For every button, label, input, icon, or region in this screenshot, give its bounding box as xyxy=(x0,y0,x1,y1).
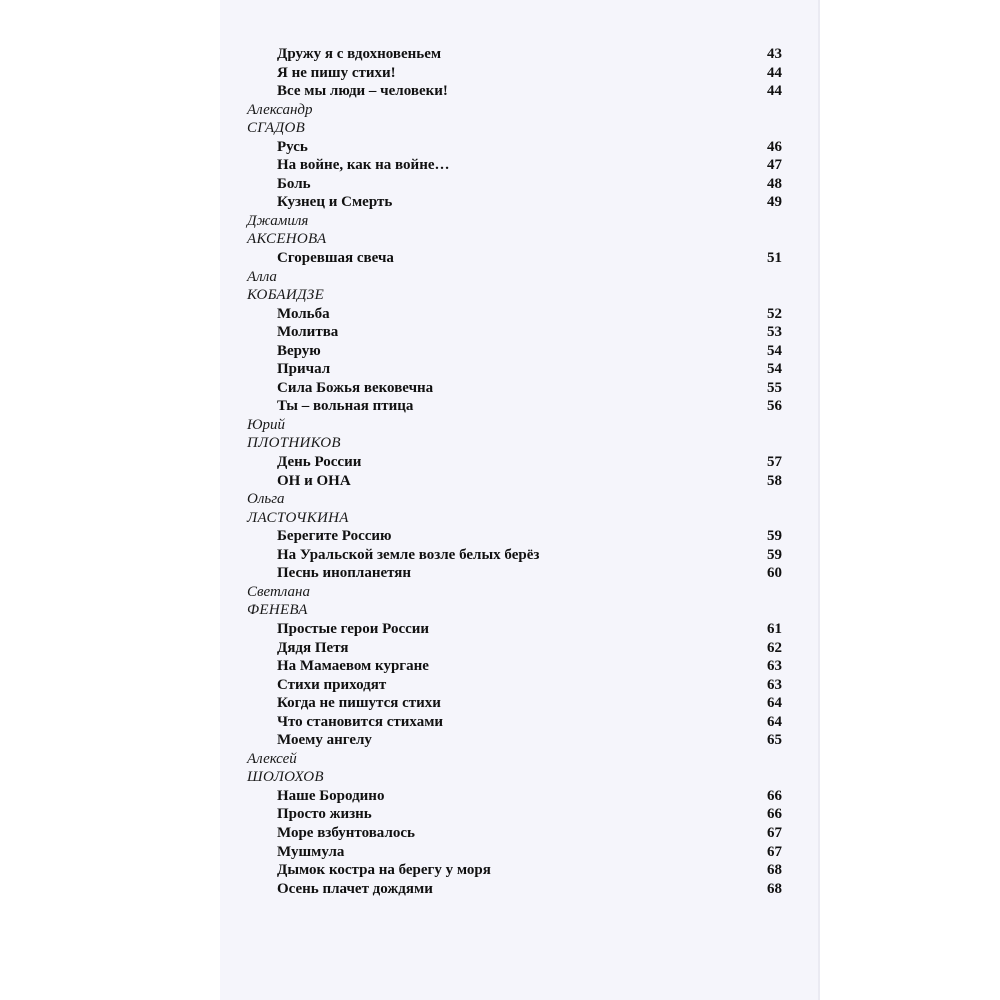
poem-title: Моему ангелу xyxy=(277,732,372,749)
poem-title: Кузнец и Смерть xyxy=(277,194,393,211)
page-number: 64 xyxy=(767,713,782,730)
toc-author-section xyxy=(247,490,782,583)
author-given-name: Ольга xyxy=(247,491,285,508)
page-number: 68 xyxy=(767,880,782,897)
toc-author-section xyxy=(247,268,782,416)
toc-entry xyxy=(247,657,782,676)
poem-title: Ты – вольная птица xyxy=(277,398,414,415)
table-of-contents xyxy=(247,45,782,898)
poem-title: Песнь инопланетян xyxy=(277,565,412,582)
toc-author-section xyxy=(247,750,782,898)
poem-title: Причал xyxy=(277,361,331,378)
toc-entry xyxy=(247,731,782,750)
toc-entry xyxy=(247,342,782,361)
page-number: 64 xyxy=(767,695,782,712)
page-number: 44 xyxy=(767,64,782,81)
page-number: 68 xyxy=(767,862,782,879)
poem-title: Сила Божья вековечна xyxy=(277,379,434,396)
poem-title: Что становится стихами xyxy=(277,713,444,730)
author-given-name: Юрий xyxy=(247,416,285,433)
toc-entry xyxy=(247,843,782,862)
poem-title: Боль xyxy=(277,175,311,192)
toc-entry xyxy=(247,713,782,732)
page-number: 48 xyxy=(767,175,782,192)
toc-entry xyxy=(247,82,782,101)
page-number: 57 xyxy=(767,454,782,471)
author-surname: ЛАСТОЧКИНА xyxy=(247,509,349,526)
toc-author-section xyxy=(247,583,782,750)
page-number: 55 xyxy=(767,379,782,396)
author-given-name: Алексей xyxy=(247,750,297,767)
poem-title: Дружу я с вдохновеньем xyxy=(277,46,442,62)
toc-entry xyxy=(247,379,782,398)
toc-entry xyxy=(247,639,782,658)
toc-entry xyxy=(247,620,782,639)
page-number: 44 xyxy=(767,83,782,100)
page-number: 66 xyxy=(767,787,782,804)
toc-author-section xyxy=(247,45,782,101)
toc-entry xyxy=(247,787,782,806)
author-surname: ШОЛОХОВ xyxy=(247,769,324,786)
page-number: 47 xyxy=(767,157,782,174)
toc-entry xyxy=(247,249,782,268)
author-surname: ПЛОТНИКОВ xyxy=(247,435,341,452)
page-number: 67 xyxy=(767,843,782,860)
toc-entry xyxy=(247,45,782,64)
toc-entry xyxy=(247,453,782,472)
page-number: 51 xyxy=(767,250,782,267)
poem-title: Мольба xyxy=(277,305,330,322)
page-number: 49 xyxy=(767,194,782,211)
toc-entry xyxy=(247,805,782,824)
page-number: 61 xyxy=(767,620,782,637)
poem-title: ОН и ОНА xyxy=(277,472,351,489)
poem-title: На войне, как на войне… xyxy=(277,157,450,174)
toc-entry xyxy=(247,861,782,880)
page-number: 65 xyxy=(767,732,782,749)
poem-title: Молитва xyxy=(277,324,339,341)
toc-author-section xyxy=(247,101,782,212)
toc-entry xyxy=(247,156,782,175)
poem-title: Дымок костра на берегу у моря xyxy=(277,862,491,879)
toc-entry xyxy=(247,305,782,324)
toc-entry xyxy=(247,472,782,491)
toc-entry xyxy=(247,676,782,695)
poem-title: Когда не пишутся стихи xyxy=(277,695,441,712)
poem-title: На Уральской земле возле белых берёз xyxy=(277,546,540,563)
page-number: 54 xyxy=(767,342,782,359)
poem-title: Русь xyxy=(277,138,308,155)
toc-entry xyxy=(247,64,782,83)
toc-entry xyxy=(247,360,782,379)
page-number: 58 xyxy=(767,472,782,489)
page-number: 60 xyxy=(767,565,782,582)
toc-entry xyxy=(247,138,782,157)
toc-entry xyxy=(247,175,782,194)
author-given-name: Алла xyxy=(247,268,277,285)
author-given-name: Александр xyxy=(247,101,313,118)
page-number: 63 xyxy=(767,658,782,675)
page-number: 52 xyxy=(767,305,782,322)
poem-title: Просто жизнь xyxy=(277,806,372,823)
poem-title: Стихи приходят xyxy=(277,676,387,693)
toc-entry xyxy=(247,193,782,212)
page-number: 59 xyxy=(767,528,782,545)
poem-title: Сгоревшая свеча xyxy=(277,250,394,267)
author-surname: АКСЕНОВА xyxy=(247,231,327,248)
page-number: 54 xyxy=(767,361,782,378)
poem-title: День России xyxy=(277,454,362,471)
page-number: 59 xyxy=(767,546,782,563)
poem-title: Верую xyxy=(277,342,321,359)
author-given-name: Джамиля xyxy=(247,212,309,229)
author-surname: КОБАИДЗЕ xyxy=(247,287,325,304)
poem-title: Берегите Россию xyxy=(277,528,392,545)
page-number: 67 xyxy=(767,824,782,841)
toc-author-section xyxy=(247,416,782,490)
poem-title: Простые герои России xyxy=(277,620,430,637)
page-number: 53 xyxy=(767,324,782,341)
author-surname: ФЕНЕВА xyxy=(247,602,308,619)
toc-entry xyxy=(247,397,782,416)
page-number: 43 xyxy=(767,46,782,62)
page-number: 56 xyxy=(767,398,782,415)
toc-entry xyxy=(247,323,782,342)
toc-entry xyxy=(247,564,782,583)
page-number: 63 xyxy=(767,676,782,693)
poem-title: Все мы люди – человеки! xyxy=(277,83,448,100)
toc-author-section xyxy=(247,212,782,268)
poem-title: Осень плачет дождями xyxy=(277,880,433,897)
toc-entry xyxy=(247,824,782,843)
author-given-name: Светлана xyxy=(247,583,310,600)
toc-entry xyxy=(247,546,782,565)
poem-title: Наше Бородино xyxy=(277,787,385,804)
author-surname: СГАДОВ xyxy=(247,120,306,137)
toc-entry xyxy=(247,880,782,899)
page-number: 66 xyxy=(767,806,782,823)
poem-title: Море взбунтовалось xyxy=(277,824,415,841)
toc-entry xyxy=(247,527,782,546)
toc-entry xyxy=(247,694,782,713)
poem-title: Мушмула xyxy=(277,843,345,860)
page-number: 46 xyxy=(767,138,782,155)
poem-title: Дядя Петя xyxy=(277,639,349,656)
poem-title: На Мамаевом кургане xyxy=(277,658,429,675)
page-number: 62 xyxy=(767,639,782,656)
poem-title: Я не пишу стихи! xyxy=(277,64,396,81)
